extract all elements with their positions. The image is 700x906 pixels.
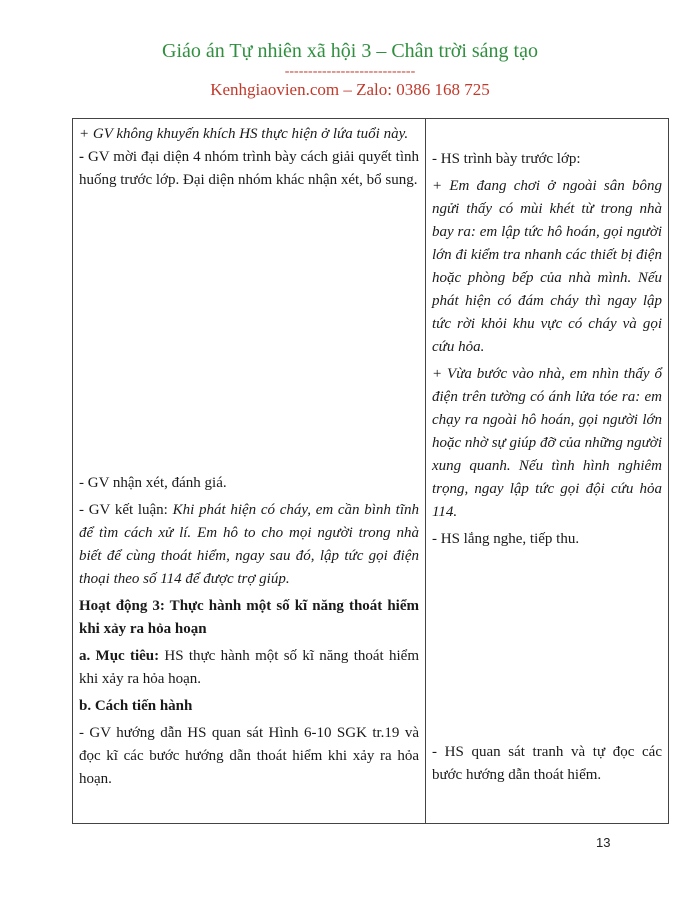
invite-paragraph: - GV mời đại diện 4 nhóm trình bày cách giải quyết tình huống trước lớp. Đại diện nhóm khác nhận xét, bổ sung. xyxy=(79,149,420,188)
note-paragraph: + GV không khuyến khích HS thực hiện ở lứa tuổi này. xyxy=(79,126,409,142)
observe-paragraph: - HS quan sát tranh và tự đọc các bước hướng dẫn thoát hiểm. xyxy=(432,744,662,783)
conclude-paragraph: - GV kết luận: Khi phát hiện có cháy, em cần bình tĩnh để tìm cách xử lí. Em hô to cho mọi người trong nhà biết để cùng thoát hiểm, ngay sau đó, lập tức gọi điện thoại theo số 114 để được trợ giúp. xyxy=(79,502,419,587)
case1-paragraph: + Em đang chơi ở ngoài sân bông ngửi thấy có mùi khét từ trong nhà bay ra: em lập tức hô hoán, gọi người lớn đi kiểm tra nhanh các thiết bị điện hoặc phòng bếp của nhà mình. Nếu phát hiện có đám cháy thì ngay lập tức rời khỏi khu vực có cháy và gọi cứu hỏa. xyxy=(432,178,662,355)
table-row xyxy=(73,119,669,824)
listen-paragraph: - HS lắng nghe, tiếp thu. xyxy=(432,531,580,547)
case2-paragraph: + Vừa bước vào nhà, em nhìn thấy ổ điện trên tường có ánh lửa tóe ra: em chạy ra ngoài hô hoán, gọi người lớn hoặc nhờ sự giúp đỡ của những người xung quanh. Nếu tình hình nghiêm trọng, ngay lập tức gọi đội cứu hỏa 114. xyxy=(432,366,662,520)
evaluate-paragraph: - GV nhận xét, đánh giá. xyxy=(79,475,227,491)
student-activities-cell xyxy=(426,119,669,824)
header-contact: Kenhgiaovien.com – Zalo: 0386 168 725 xyxy=(210,80,490,99)
document-header-title: Giáo án Tự nhiên xã hội 3 – Chân trời sáng tạo xyxy=(162,40,538,62)
method-heading: b. Cách tiến hành xyxy=(79,698,193,714)
present-paragraph: - HS trình bày trước lớp: xyxy=(432,151,581,167)
guide-paragraph: - GV hướng dẫn HS quan sát Hình 6-10 SGK tr.19 và đọc kĩ các bước hướng dẫn thoát hiểm khi xảy ra hỏa hoạn. xyxy=(79,725,419,787)
lesson-plan-table xyxy=(72,118,669,824)
teacher-activities-cell xyxy=(73,119,426,824)
objective-paragraph: a. Mục tiêu: HS thực hành một số kĩ năng thoát hiểm khi xảy ra hỏa hoạn. xyxy=(79,648,419,687)
page-number: 13 xyxy=(596,835,611,850)
activity-title: Hoạt động 3: Thực hành một số kĩ năng thoát hiểm khi xảy ra hỏa hoạn xyxy=(79,598,419,637)
spacer xyxy=(432,551,662,741)
spacer xyxy=(432,123,662,148)
spacer xyxy=(79,192,419,468)
header-separator: ---------------------------- xyxy=(284,64,416,79)
